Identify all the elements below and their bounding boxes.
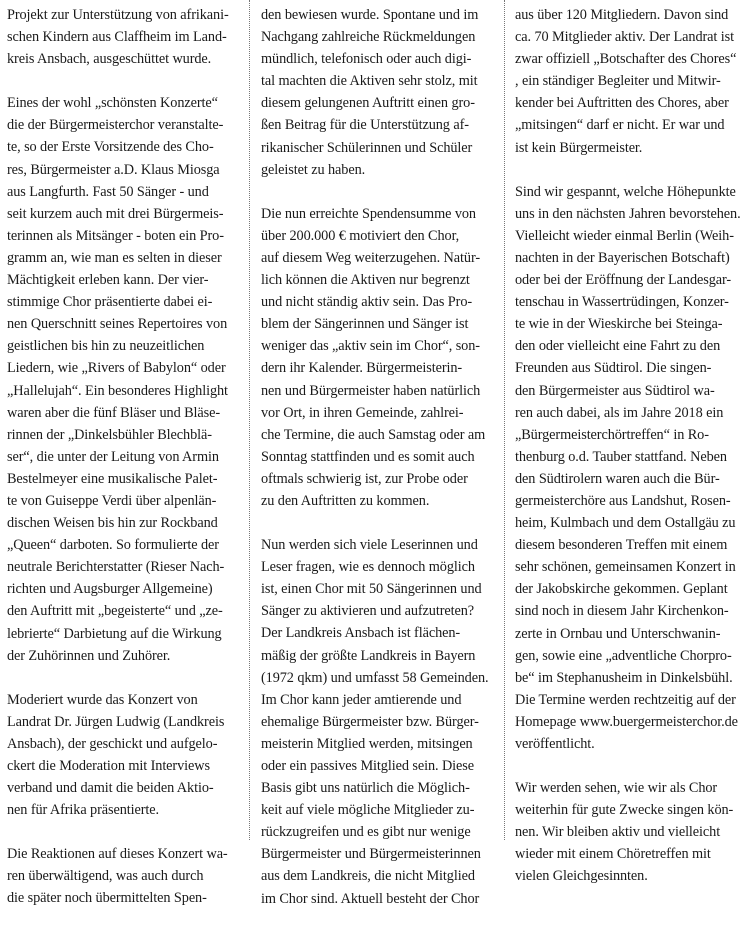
text-line: rinnen der „Dinkelsbühler Blechblä- [7,426,212,443]
article-paragraph [7,4,239,70]
text-line: auf diesem Weg weiterzugehen. Natür- [261,249,480,266]
text-line: res, Bürgermeister a.D. Klaus Miosga [7,161,220,178]
text-line: Sonntag stattfinden und es somit auch [261,448,475,465]
text-line: der Jakobskirche gekommen. Geplant [515,581,728,598]
text-line: die später noch übermittelten Spen- [7,890,207,907]
text-line: ren auch dabei, als im Jahre 2018 ein [515,404,724,421]
text-line: te, so der Erste Vorsitzende des Cho- [7,139,214,156]
text-line: nen. Wir bleiben aktiv und vielleicht [515,824,721,841]
text-line: ist kein Bürgermeister. [515,139,643,156]
text-line: sehr schönen, gemeinsamen Konzert in [515,559,736,576]
text-line: tal machten die Aktiven sehr stolz, mit [261,73,478,90]
text-line: keit auf viele mögliche Mitglieder zu- [261,802,475,819]
text-line: den bewiesen wurde. Spontane und im [261,7,479,23]
text-column-3 [515,4,747,910]
text-line: thenburg o.d. Tauber stattfand. Neben [515,448,727,465]
text-line: die der Bürgermeisterchor veranstalte- [7,117,224,134]
text-line: blem der Sängerinnen und Sänger ist [261,316,469,333]
text-line: schen Kindern aus Claffheim im Land- [7,29,227,46]
text-line: te von Guiseppe Verdi über alpenlän- [7,492,217,509]
text-line: Wir werden sehen, wie wir als Chor [515,780,718,797]
text-line: aus dem Landkreis, die nicht Mitglied [261,868,475,885]
text-line: Liedern, wie „Rivers of Babylon“ oder [7,360,226,377]
text-line: waren aber die fünf Bläser und Bläse- [7,404,221,421]
text-line: Bürgermeister und Bürgermeisterinnen [261,846,481,863]
text-line: be“ im Stephanusheim in Dinkelsbühl. [515,669,733,686]
text-line: ca. 70 Mitglieder aktiv. Der Landrat ist [515,29,734,46]
text-line: den oder vielleicht eine Fahrt zu den [515,338,721,355]
text-line: ßen Beitrag für die Unterstützung af- [261,117,469,134]
text-line: germeisterchöre aus Landshut, Rosen- [515,492,731,509]
text-line: ren überwältigend, was auch durch [7,868,204,885]
text-line: aus über 120 Mitgliedern. Davon sind [515,7,729,23]
text-line: und nicht ständig aktiv sein. Das Pro- [261,294,473,311]
text-line: sind noch in diesem Jahr Kirchenkon- [515,603,729,620]
text-line: „Hallelujah“. Ein besonderes Highlight [7,382,228,399]
text-line: (1972 qkm) und umfasst 58 Gemeinden. [261,669,489,686]
text-line: oder bei der Eröffnung der Landesgar- [515,272,732,289]
text-line: Freunden aus Südtirol. Die singen- [515,360,712,377]
text-line: diesem besonderen Treffen mit einem [515,537,728,554]
text-line: ckert die Moderation mit Interviews [7,758,210,774]
text-line: vor Ort, in ihren Gemeinde, zahlrei- [261,404,464,421]
text-line: richten und Augsburger Allgemeine) [7,581,213,598]
text-line: che Termine, die auch Samstag oder am [261,426,486,443]
text-line: zerte in Ornbau und Unterschwanin- [515,625,721,642]
text-line: verband und damit die beiden Aktio- [7,780,214,797]
text-line: ser“, die unter der Leitung von Armin [7,448,219,465]
text-line: den Bürgermeister aus Südtirol wa- [515,382,715,399]
text-line: rückzugreifen und es gibt nur wenige [261,824,471,841]
text-line: weniger das „aktiv sein im Chor“, son- [261,338,480,355]
text-line: mündlich, telefonisch oder auch digi- [261,51,472,68]
text-line: lebrierte“ Darbietung auf die Wirkung [7,625,222,642]
text-line: Homepage www.buergermeisterchor.de [515,713,738,730]
text-line: dern ihr Kalender. Bürgermeisterin- [261,360,463,377]
text-line: geleistet zu haben. [261,161,366,178]
article-paragraph [515,181,747,755]
text-line: rikanischer Schülerinnen und Schüler [261,139,473,156]
text-line: uns in den nächsten Jahren bevorstehen. [515,205,741,222]
text-line: zwar offiziell „Botschafter des Chores“ [515,51,737,68]
text-line: über 200.000 € motiviert den Chor, [261,227,460,244]
text-line: Im Chor kann jeder amtierende und [261,691,462,708]
text-line: te wie in der Wieskirche bei Steinga- [515,316,723,333]
text-line: im Chor sind. Aktuell besteht der Chor [261,890,480,907]
text-line: „mitsingen“ darf er nicht. Er war und [515,117,725,134]
text-line: nen für Afrika präsentierte. [7,802,160,819]
text-line: nen Querschnitt seines Repertoires von [7,316,228,333]
text-line: Vielleicht wieder einmal Berlin (Weih- [515,227,734,244]
text-line: mäßig der größte Landkreis in Bayern [261,647,476,664]
text-line: „Queen“ darboten. So formulierte der [7,537,219,554]
text-line: diesem gelungenen Auftritt einen gro- [261,95,475,112]
text-line: tenschau in Wassertrüdingen, Konzer- [515,294,729,311]
text-line: der Zuhörinnen und Zuhörer. [7,647,171,664]
text-line: kreis Ansbach, ausgeschüttet wurde. [7,51,212,68]
text-line: ehemalige Bürgermeister bzw. Bürger- [261,713,479,730]
text-line: Ansbach), der geschickt und aufgelo- [7,735,218,752]
text-line: gramm an, wie man es selten in dieser [7,249,222,266]
text-column-2 [261,4,493,932]
text-line: Basis gibt uns natürlich die Möglich- [261,780,470,797]
text-line: den Südtirolern waren auch die Bür- [515,470,720,487]
text-line: „Bürgermeisterchörtreffen“ in Ro- [515,426,709,443]
text-line: Sind wir gespannt, welche Höhepunkte [515,183,736,200]
text-line: zu den Auftritten zu kommen. [261,492,430,509]
text-line: veröffentlicht. [515,736,595,752]
text-line: wieder mit einem Chöretreffen mit [515,846,711,863]
text-line: Mächtigkeit erleben kann. Der vier- [7,272,209,289]
text-line: terinnen als Mitsänger - boten ein Pro- [7,227,224,244]
text-line: Nachgang zahlreiche Rückmeldungen [261,29,476,46]
article-paragraph [261,203,493,512]
text-line: geistlichen bis hin zu neuzeitlichen [7,338,205,355]
text-line: heim, Kulmbach und dem Ostallgäu zu [515,515,736,532]
column-divider [249,0,250,840]
text-line: stimmige Chor präsentierte dabei ei- [7,294,213,311]
text-line: seit kurzem auch mit drei Bürgermeis- [7,205,224,222]
article-paragraph [7,92,239,666]
text-line: nen und Bürgermeister haben natürlich [261,382,481,399]
article-paragraph [261,534,493,910]
text-line: Die Termine werden rechtzeitig auf der [515,691,736,708]
text-line: lich können die Aktiven nur begrenzt [261,272,470,289]
article-paragraph [515,4,747,159]
column-divider [504,0,505,840]
article-paragraph [515,777,747,887]
text-line: Bestelmeyer eine musikalische Palet- [7,470,218,487]
text-line: , ein ständiger Begleiter und Mitwir- [515,73,721,90]
text-line: Die Reaktionen auf dieses Konzert wa- [7,846,228,863]
text-line: Eines der wohl „schönsten Konzerte“ [7,95,218,112]
text-line: aus Langfurth. Fast 50 Sänger - und [7,183,209,200]
text-line: kender bei Auftritten des Chores, aber [515,95,729,112]
article-paragraph [7,843,239,909]
text-line: Projekt zur Unterstützung von afrikani- [7,7,229,23]
text-line: dischen Weisen bis hin zur Rockband [7,515,218,532]
text-line: oder ein passives Mitglied sein. Diese [261,758,474,774]
text-line: weiterhin für gute Zwecke singen kön- [515,802,734,819]
text-line: Leser fragen, wie es dennoch möglich [261,559,475,576]
text-line: oftmals schwierig ist, zur Probe oder [261,470,468,487]
text-line: vielen Gleichgesinnten. [515,868,648,885]
text-line: den Auftritt mit „begeisterte“ und „ze- [7,603,223,620]
text-line: Moderiert wurde das Konzert von [7,691,198,708]
text-line: Sänger zu aktivieren und aufzutreten? [261,603,475,620]
text-line: ist, einen Chor mit 50 Sängerinnen und [261,581,482,598]
text-line: Die nun erreichte Spendensumme von [261,205,476,222]
text-line: Landrat Dr. Jürgen Ludwig (Landkreis [7,713,225,730]
article-paragraph [261,4,493,181]
text-line: Der Landkreis Ansbach ist flächen- [261,625,461,642]
article-paragraph [7,689,239,822]
text-column-1 [7,4,239,932]
text-line: meisterin Mitglied werden, mitsingen [261,735,473,752]
text-line: Nun werden sich viele Leserinnen und [261,537,478,554]
text-line: gen, sowie eine „adventliche Chorpro- [515,647,732,664]
text-line: neutrale Berichterstatter (Rieser Nach- [7,559,225,576]
text-line: nachten in der Bayerischen Botschaft) [515,249,730,266]
